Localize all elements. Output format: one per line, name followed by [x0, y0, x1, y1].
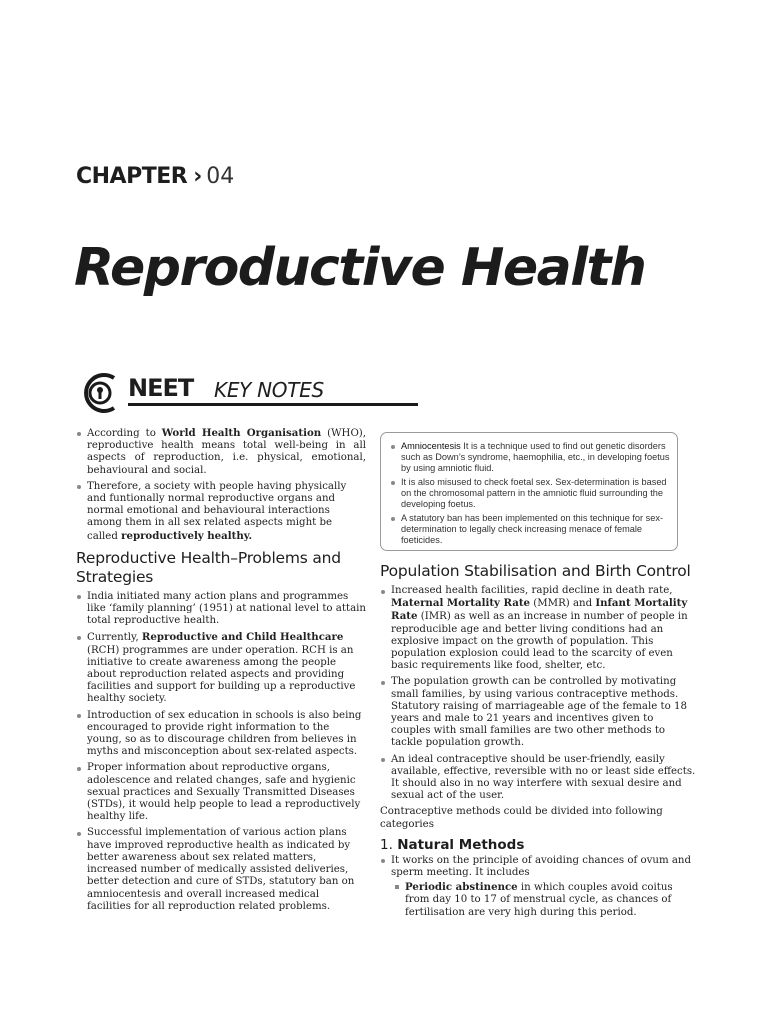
chapter-word: CHAPTER	[76, 164, 188, 189]
chapter-label	[76, 164, 234, 189]
list-item: Periodic abstinence in which couples avoid coitus from day 10 to 17 of menstrual cycle, as chances of fertilisation are very high during this period.	[394, 881, 696, 919]
list-item: It works on the principle of avoiding chances of ovum and sperm meeting. It includes	[380, 855, 696, 879]
natural-methods-list	[380, 855, 696, 879]
population-list	[380, 585, 696, 802]
intro-list	[76, 427, 366, 543]
categories-paragraph: Contraceptive methods could be divided into following categories	[380, 806, 663, 830]
amniocentesis-box	[380, 432, 678, 551]
list-item: Increased health facilities, rapid decline in death rate, Maternal Mortality Rate (MMR) and Infant Mortality Rate (IMR) as well as an increase in number of people in reproducible age and better living conditions had an explosive impact on the growth of population. This population explosion could lead to the scarcity of even basic requirements like food, shelter, etc.	[380, 585, 696, 672]
list-item: Introduction of sex education in schools is also being encouraged to provide right information to the young, so as to discourage children from believes in myths and misconception about sex-related aspects.	[76, 710, 366, 759]
banner-underline	[128, 403, 418, 406]
list-item: An ideal contraceptive should be user-friendly, easily available, effective, reversible with no or least side effects. It should also in no way interfere with sexual desire and sexual act of the user.	[380, 754, 696, 803]
section-heading-problems: Reproductive Health–Problems and Strategies	[76, 548, 341, 586]
list-item: Currently, Reproductive and Child Healthcare (RCH) programmes are under operation. RCH is an initiative to create awareness among the people about reproduction related aspects and providing facilities and support for building up a reproductive healthy society.	[76, 631, 366, 705]
list-item: India initiated many action plans and programmes like ‘family planning’ (1951) at national level to attain total reproductive health.	[76, 591, 366, 628]
problems-list	[76, 591, 366, 913]
list-item: Amniocentesis It is a technique used to find out genetic disorders such as Down’s syndrome, haemophilia, etc., in developing foetus by using amniotic fluid.	[391, 441, 671, 474]
chapter-number: 04	[206, 164, 235, 189]
right-column	[380, 562, 696, 919]
keyhole-icon	[78, 370, 128, 416]
natural-methods-sublist	[380, 881, 696, 919]
list-item: It is also misused to check foetal sex. Sex-determination is based on the chromosomal pattern in the amniotic fluid surrounding the developing foetus.	[391, 477, 671, 510]
subheading-natural-methods: 1. Natural Methods	[380, 836, 525, 853]
list-item: The population growth can be controlled by motivating small families, by using various contraceptive methods. Statutory raising of marriageable age of the female to 18 years and male to 21 years and incentives given to couples with small families are two other methods to tackle population growth.	[380, 676, 696, 749]
list-item: Successful implementation of various action plans have improved reproductive health as indicated by better awareness about sex related matters, increased number of medically assisted deliveries, better detection and cure of STDs, statutory ban on amniocentesis and overall increased medical facilities for all reproduction related problems.	[76, 827, 366, 912]
box-list	[391, 441, 671, 546]
chapter-title: Reproductive Health	[74, 238, 646, 298]
left-column	[76, 427, 366, 917]
list-item: According to World Health Organisation (WHO), reproductive health means total well-being in all aspects of reproduction, i.e. physical, emotional, behavioural and social.	[76, 427, 366, 477]
list-item: Proper information about reproductive organs, adolescence and related changes, safe and hygienic sexual practices and Sexually Transmitted Diseases (STDs), it would help people to lead a reproductively healthy life.	[76, 762, 366, 823]
list-item: A statutory ban has been implemented on this technique for sex-determination to legally check increasing menace of female foeticides.	[391, 513, 671, 546]
key-notes-banner	[78, 370, 348, 416]
list-item: Therefore, a society with people having physically and funtionally normal reproductive organs and normal emotional and behavioural interactions among them in all sex related aspects might be called reproductively healthy.	[76, 481, 366, 543]
key-notes-label: KEY NOTES	[214, 378, 324, 402]
chapter-arrow-icon: ›	[193, 164, 203, 189]
section-heading-population: Population Stabilisation and Birth Control	[380, 562, 691, 580]
neet-label: NEET	[128, 374, 194, 402]
